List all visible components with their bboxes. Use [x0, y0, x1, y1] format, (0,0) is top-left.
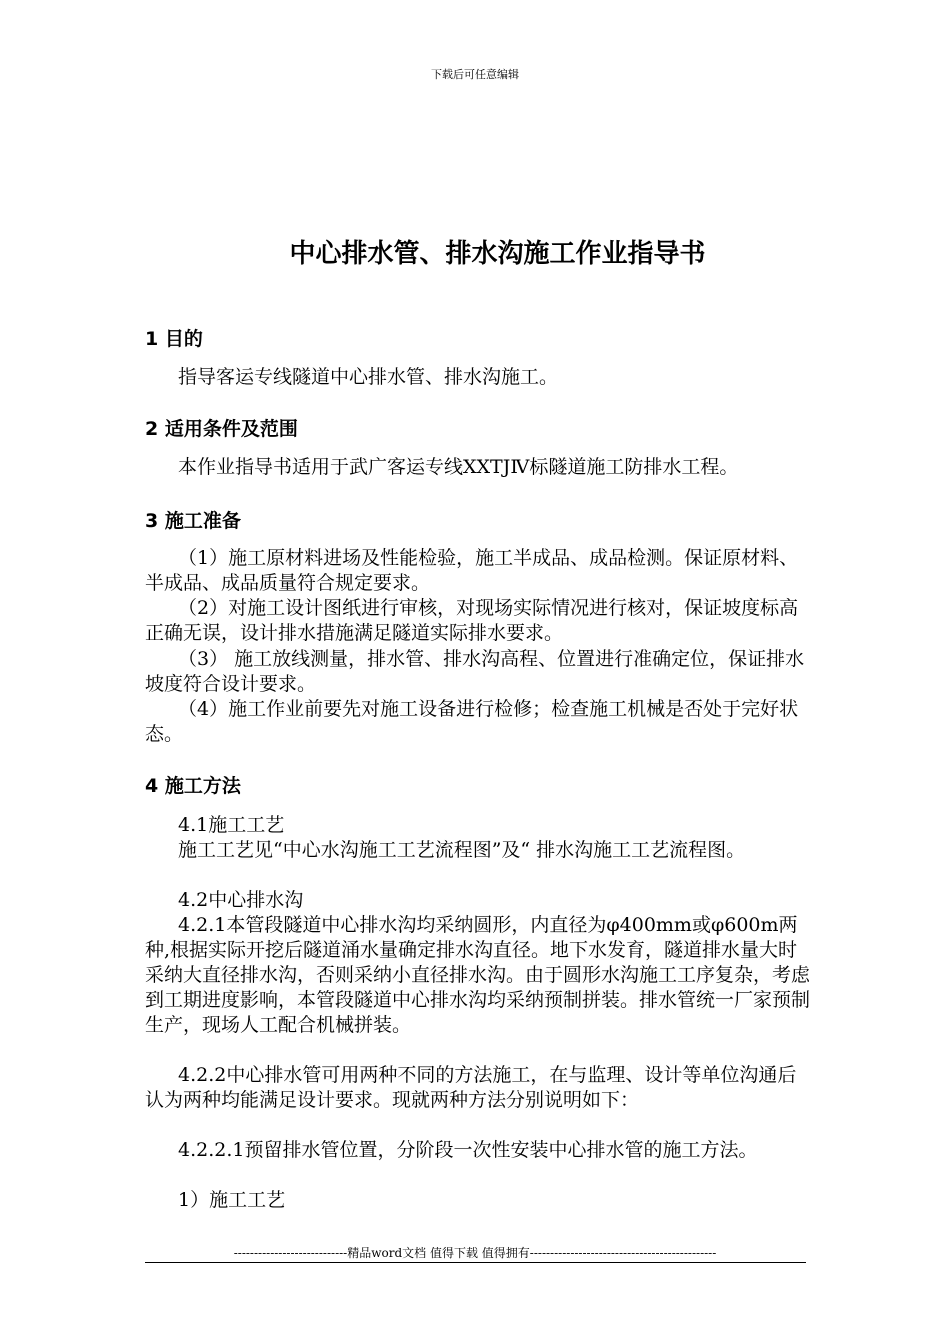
section-2-heading: 2 适用条件及范围 — [145, 418, 298, 440]
section-4-para-1: 4.1施工工艺 — [178, 814, 285, 836]
section-4-para-4: 4.2.1本管段隧道中心排水沟均采纳圆形，内直径为φ400mm或φ600m两种,根据实际开挖后隧道涌水量确定排水沟直径。地下水发育，隧道排水量大时采纳大直径排水沟，否则采纳小直径排水沟。由于圆形水沟施工工序复杂，考虑到工期进度影响，本管段隧道中心排水沟均采纳预制拼装。排水管统一厂家预制生产，现场人工配合机械拼装。 — [145, 914, 811, 1036]
section-3-heading: 3 施工准备 — [145, 510, 241, 532]
footer-rule — [145, 1262, 806, 1263]
section-2-body: 本作业指导书适用于武广客运专线XXTJⅣ标隧道施工防排水工程。 — [178, 456, 739, 478]
section-4-para-5: 4.2.2中心排水管可用两种不同的方法施工，在与监理、设计等单位沟通后认为两种均能满足设计要求。现就两种方法分别说明如下： — [145, 1064, 797, 1111]
section-1-heading: 1 目的 — [145, 328, 203, 350]
section-4-para-3: 4.2中心排水沟 — [178, 889, 304, 911]
section-4-para-2: 施工工艺见“中心水沟施工工艺流程图”及“ 排水沟施工工艺流程图。 — [178, 839, 746, 861]
section-3-item-2: （2）对施工设计图纸进行审核，对现场实际情况进行核对，保证坡度标高正确无误，设计排水措施满足隧道实际排水要求。 — [145, 597, 799, 644]
section-3-item-4: （4）施工作业前要先对施工设备进行检修；检查施工机械是否处于完好状态。 — [145, 698, 799, 745]
section-4-heading: 4 施工方法 — [145, 775, 241, 797]
section-4-para-7: 1）施工工艺 — [178, 1189, 286, 1211]
document-title: 中心排水管、排水沟施工作业指导书 — [289, 239, 706, 269]
section-1-body: 指导客运专线隧道中心排水管、排水沟施工。 — [178, 366, 559, 388]
section-3-item-3: （3） 施工放线测量，排水管、排水沟高程、位置进行准确定位，保证排水坡度符合设计要求。 — [145, 648, 805, 695]
header-note: 下载后可任意编辑 — [431, 68, 519, 81]
section-4-para-6: 4.2.2.1预留排水管位置，分阶段一次性安装中心排水管的施工方法。 — [178, 1139, 758, 1161]
section-3-item-1: （1）施工原材料进场及性能检验，施工半成品、成品检测。保证原材料、半成品、成品质量符合规定要求。 — [145, 547, 799, 594]
footer-text: ----------------------------精品word文档 值得下载 值得拥有---------------------------------------------- — [233, 1246, 717, 1260]
